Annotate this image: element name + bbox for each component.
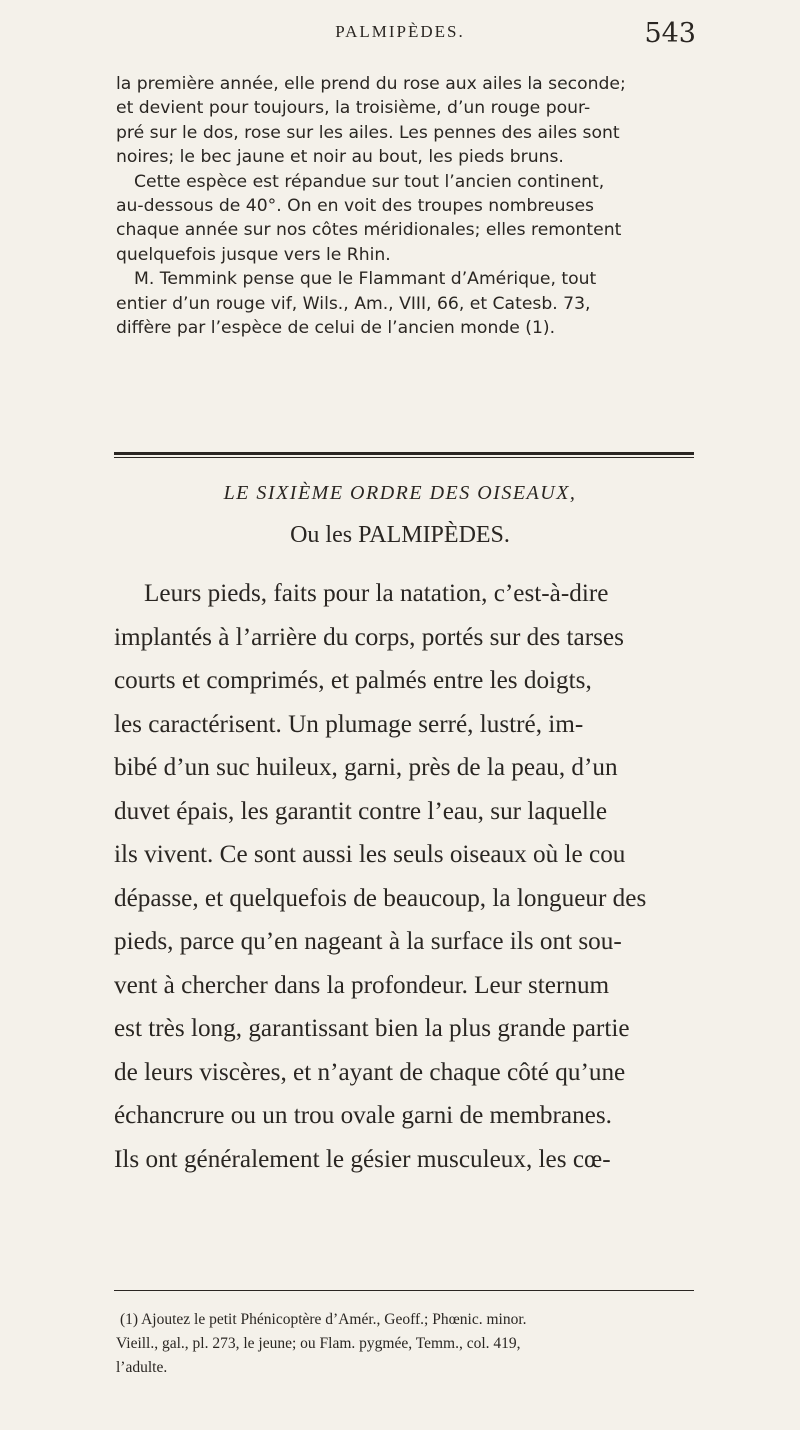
text-line: de leurs viscères, et n’ayant de chaque côté qu’une [114,1058,626,1086]
running-title: PALMIPÈDES. [335,22,465,41]
text-line: implantés à l’arrière du corps, portés sur des tarses [114,623,624,651]
text-line: et devient pour toujours, la troisième, d’un rouge pour- [116,98,591,119]
text-line: au-dessous de 40°. On en voit des troupes nombreuses [116,196,595,217]
text-line: bibé d’un suc huileux, garni, près de la peau, d’un [114,754,618,781]
text-line: courts et comprimés, et palmés entre les doigts, [114,667,592,694]
text-line: quelquefois jusque vers le Rhin. [116,244,391,265]
footnote [116,1308,694,1380]
text-line: pieds, parce qu’en nageant à la surface ils ont sou- [114,928,622,955]
text-line: noires; le bec jaune et noir au bout, les pieds bruns. [116,147,564,168]
text-line: ils vivent. Ce sont aussi les seuls oiseaux où le cou [114,841,626,868]
text-line: diffère par l’espèce de celui de l’ancien monde (1). [116,318,556,339]
text-line: pré sur le dos, rose sur les ailes. Les pennes des ailes sont [116,122,620,143]
footnote-line: Vieill., gal., pl. 273, le jeune; ou Flam. pygmée, Temm., col. 419, [116,1335,521,1352]
section-title: LE SIXIÈME ORDRE DES OISEAUX, [223,482,577,504]
top-paragraph [116,72,690,340]
page-header [0,18,800,62]
text-line: échancrure ou un trou ovale garni de membranes. [114,1102,612,1129]
section-divider-thin [114,457,694,458]
text-line: vent à chercher dans la profondeur. Leur sternum [114,971,610,999]
section-subtitle: Ou les PALMIPÈDES. [290,522,510,548]
text-line: duvet épais, les garantit contre l’eau, sur laquelle [114,797,608,825]
text-line: Leurs pieds, faits pour la natation, c’est-à-dire [144,580,609,607]
text-line: entier d’un rouge vif, Wils., Am., VIII, 66, et Catesb. 73, [116,293,591,314]
footnote-line: (1) Ajoutez le petit Phénicoptère d’Amér., Geoff.; Phœnic. minor. [120,1311,527,1328]
section-divider [114,452,694,455]
footnote-line: l’adulte. [116,1359,168,1376]
text-line: Cette espèce est répandue sur tout l’ancien continent, [134,171,605,192]
page-number: 543 [644,18,696,49]
footnote-rule [114,1290,694,1291]
text-line: est très long, garantissant bien la plus grande partie [114,1015,630,1042]
text-line: Ils ont généralement le gésier musculeux, les cœ- [114,1145,611,1173]
text-line: les caractérisent. Un plumage serré, lustré, im- [114,710,584,738]
text-line: M. Temmink pense que le Flammant d’Amérique, tout [134,269,597,290]
main-paragraph [114,572,694,1181]
text-line: chaque année sur nos côtes méridionales; elles remontent [116,220,622,241]
text-line: dépasse, et quelquefois de beaucoup, la longueur des [114,884,647,912]
text-line: la première année, elle prend du rose aux ailes la seconde; [116,74,626,94]
